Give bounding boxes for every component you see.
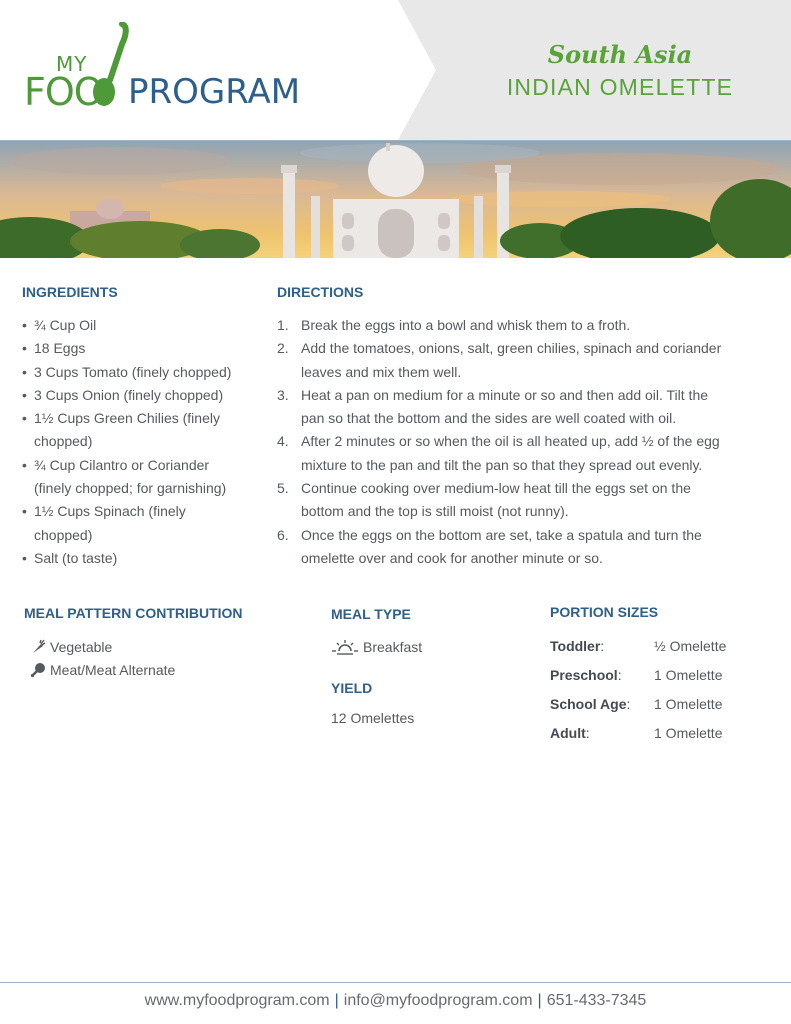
logo-program-text: PROGRAM <box>128 72 301 112</box>
logo-my-text: MY <box>56 52 88 76</box>
portion-sizes-heading: PORTION SIZES <box>550 604 659 620</box>
meal-type-heading: MEAL TYPE <box>331 606 411 622</box>
ingredients-heading: INGREDIENTS <box>22 284 118 300</box>
direction-step <box>277 430 767 477</box>
ingredient-item <box>22 314 262 337</box>
yield-heading: YIELD <box>331 680 373 696</box>
portion-value: 1 Omelette <box>654 725 723 741</box>
drumstick-icon <box>30 662 46 678</box>
email-link[interactable]: info@myfoodprogram.com <box>343 992 533 1009</box>
phone-number[interactable]: 651-433-7345 <box>546 992 647 1009</box>
yield-value: 12 Omelettes <box>331 710 415 726</box>
meal-pattern-heading: MEAL PATTERN CONTRIBUTION <box>24 605 243 621</box>
step-text-line: Once the eggs on the bottom are set, take a spatula and turn the <box>301 526 702 543</box>
ingredient-item <box>22 361 262 384</box>
portion-label <box>550 638 604 654</box>
carrot-icon <box>30 639 46 655</box>
meal-pattern-label: Meat/Meat Alternate <box>50 662 176 678</box>
step-number: 4. <box>277 433 289 450</box>
direction-step <box>277 524 767 571</box>
step-number: 1. <box>277 317 289 333</box>
page-footer <box>0 992 791 1010</box>
portion-label-text: Toddler <box>550 638 601 654</box>
direction-step <box>277 337 767 384</box>
ingredient-text-line: • ¾ Cup Cilantro or Coriander <box>34 456 210 473</box>
direction-step <box>277 477 767 524</box>
ingredient-text-line: • 18 Eggs <box>34 340 86 357</box>
portion-label <box>550 696 630 712</box>
directions-heading: DIRECTIONS <box>277 284 364 300</box>
footer-separator: | <box>537 992 542 1009</box>
meal-pattern-item-meat <box>30 662 175 678</box>
portion-label <box>550 725 590 741</box>
step-text-line: omelette over and cook for another minute or so. <box>301 549 603 566</box>
ingredient-item <box>22 547 262 570</box>
step-number: 5. <box>277 480 289 497</box>
ingredient-text-line: chopped) <box>34 526 93 543</box>
portion-label-colon: : <box>617 667 622 683</box>
ingredient-text-line: (finely chopped; for garnishing) <box>34 480 227 497</box>
sunrise-icon <box>331 639 359 655</box>
step-text-line: Heat a pan on medium for a minute or so and then add oil. Tilt the <box>301 386 709 403</box>
meal-pattern-item-vegetable <box>30 639 112 655</box>
website-link[interactable]: www.myfoodprogram.com <box>144 992 330 1009</box>
recipe-title: INDIAN OMELETTE <box>506 74 734 100</box>
taj-mahal-banner-image <box>0 141 791 258</box>
portion-value: 1 Omelette <box>654 696 723 712</box>
step-number: 6. <box>277 526 289 543</box>
step-text-line: Continue cooking over medium-low heat till the eggs set on the <box>301 480 691 497</box>
logo-foo-text: FOO <box>24 70 103 114</box>
step-number: 3. <box>277 386 289 403</box>
meal-type-value: Breakfast <box>363 639 423 655</box>
ingredient-item <box>22 454 262 501</box>
step-text-line: bottom and the top is still moist (not runny). <box>301 503 569 520</box>
portion-label-text: Adult <box>550 725 586 741</box>
portion-label <box>550 667 622 683</box>
footer-separator: | <box>334 992 339 1009</box>
page-header <box>0 0 791 141</box>
ingredient-text-line: • 1½ Cups Spinach (finely <box>34 503 186 520</box>
footer-divider <box>0 982 791 983</box>
ingredient-text-line: • 3 Cups Onion (finely chopped) <box>34 386 224 403</box>
ingredient-text-line: • Salt (to taste) <box>34 549 118 566</box>
portion-row <box>550 638 770 658</box>
ingredient-text-line: • 3 Cups Tomato (finely chopped) <box>34 363 232 380</box>
ingredient-text-line: • ¾ Cup Oil <box>34 317 97 333</box>
portion-label-colon: : <box>626 696 631 712</box>
portion-label-colon: : <box>585 725 590 741</box>
portion-row <box>550 725 770 745</box>
portion-value: ½ Omelette <box>654 638 727 654</box>
portion-row <box>550 667 770 687</box>
ingredients-list <box>22 314 262 570</box>
ingredient-item <box>22 384 262 407</box>
ingredient-item <box>22 407 262 454</box>
step-text-line: Break the eggs into a bowl and whisk them to a froth. <box>301 317 631 333</box>
ingredient-item <box>22 337 262 360</box>
region-label: South Asia <box>547 40 693 69</box>
direction-step <box>277 384 767 431</box>
direction-step <box>277 314 767 337</box>
directions-list <box>277 314 767 570</box>
meal-pattern-label: Vegetable <box>50 639 113 655</box>
step-text-line: mixture to the pan and tilt the pan so that they spread out evenly. <box>301 456 703 473</box>
step-number: 2. <box>277 340 289 357</box>
my-food-program-logo[interactable] <box>22 22 312 112</box>
meal-type-value-row <box>331 639 422 655</box>
portion-label-text: Preschool <box>550 667 618 683</box>
portion-value: 1 Omelette <box>654 667 723 683</box>
step-text-line: After 2 minutes or so when the oil is all heated up, add ½ of the egg <box>301 433 720 450</box>
ingredient-item <box>22 500 262 547</box>
portion-label-text: School Age <box>550 696 627 712</box>
step-text-line: Add the tomatoes, onions, salt, green chilies, spinach and coriander <box>301 340 722 357</box>
portion-row <box>550 696 770 716</box>
step-text-line: pan so that the bottom and the sides are well coated with oil. <box>301 410 677 427</box>
step-text-line: leaves and mix them well. <box>301 363 462 380</box>
portion-label-colon: : <box>600 638 605 654</box>
ingredient-text-line: • 1½ Cups Green Chilies (finely <box>34 410 220 427</box>
ingredient-text-line: chopped) <box>34 433 93 450</box>
